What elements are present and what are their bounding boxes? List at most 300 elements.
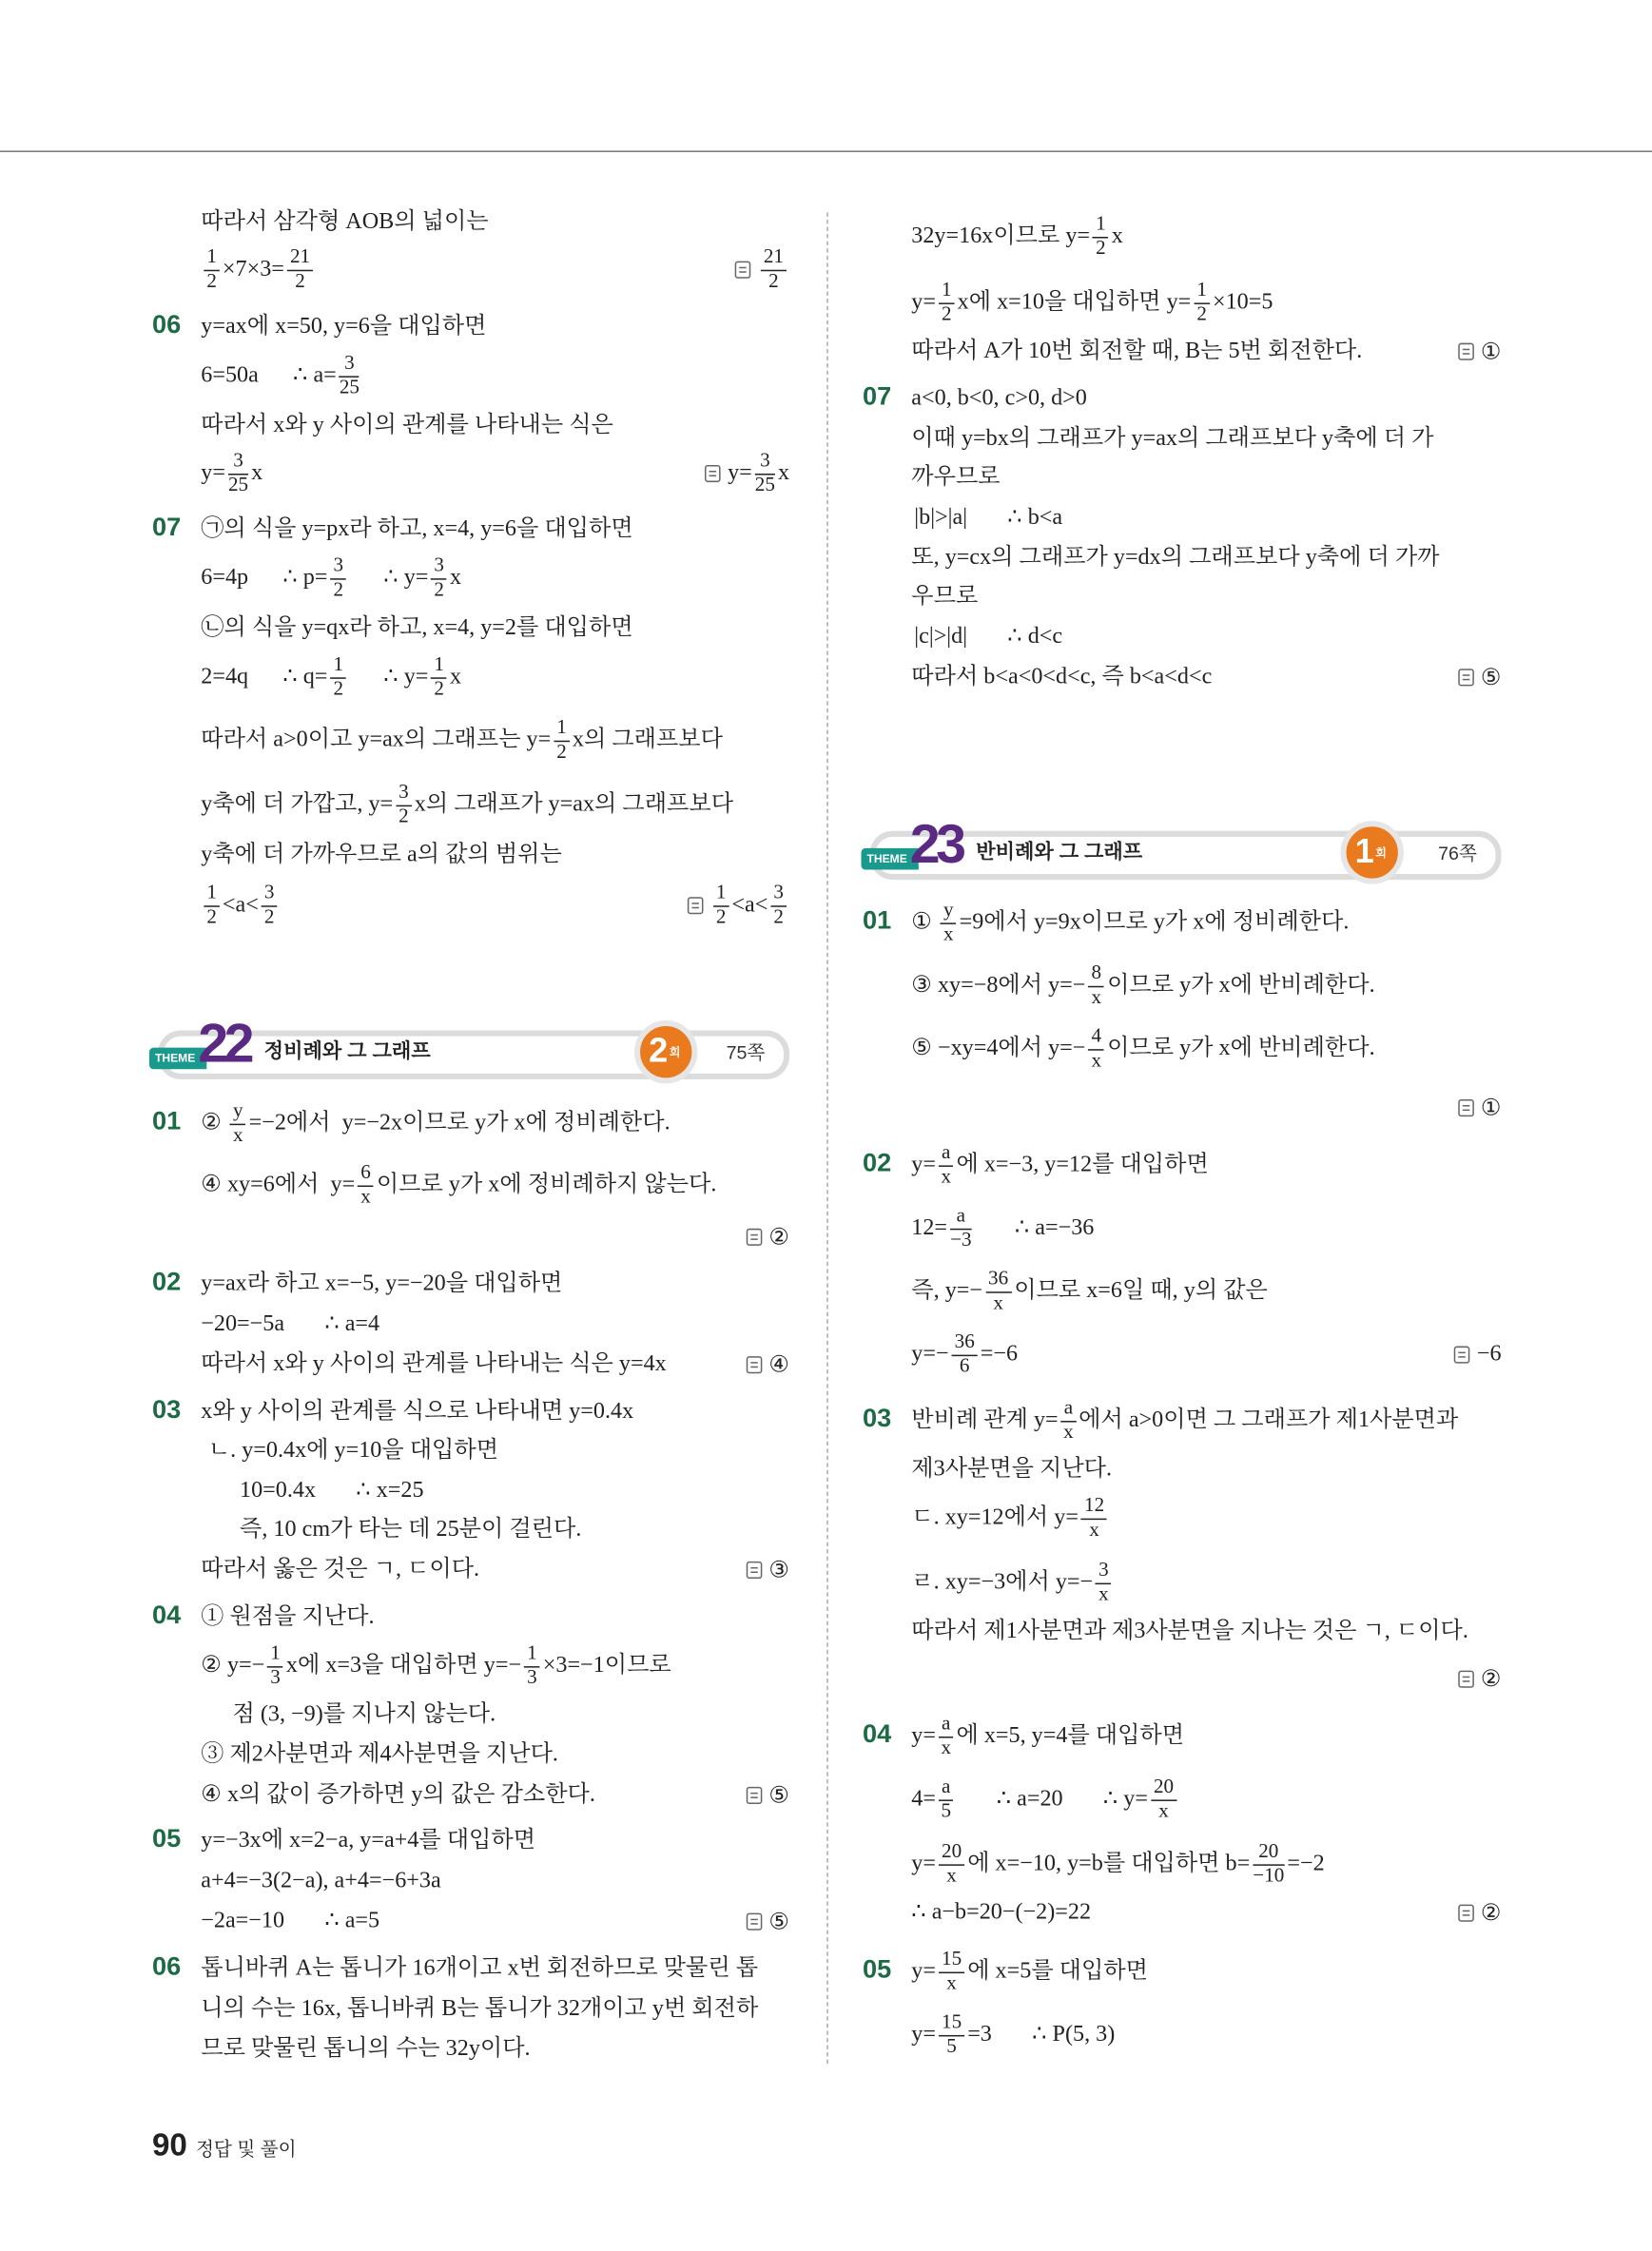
solution-line — [240, 1513, 581, 1547]
solution-line — [911, 1204, 1095, 1252]
solution-text: 6=50a ∴ a= — [201, 362, 337, 388]
solution-text: −2a=−10 ∴ a=5 — [201, 1909, 380, 1933]
denominator: x — [1091, 1049, 1102, 1072]
numerator: 21 — [761, 246, 787, 271]
answer — [688, 882, 789, 928]
denominator: 2 — [333, 578, 344, 601]
solution-text: 까우므로 — [911, 464, 1001, 490]
solution-line — [201, 352, 362, 398]
top-rule — [0, 150, 1652, 152]
solution-text: 에서 a>0이면 그 그래프가 제1사분면과 — [1079, 1407, 1459, 1433]
answer — [705, 450, 790, 496]
numerator: 20 — [1151, 1776, 1176, 1801]
problem-number: 03 — [862, 1403, 892, 1433]
numerator: 1 — [204, 246, 220, 271]
solution-text: ∴ y= — [349, 565, 429, 591]
fraction — [761, 246, 787, 294]
theme-22-header — [149, 1014, 789, 1076]
solution-line — [201, 653, 462, 700]
denominator: 2 — [1196, 303, 1207, 325]
denominator: 5 — [946, 2035, 957, 2058]
numerator: 1 — [1194, 280, 1210, 304]
solution-line — [201, 1642, 671, 1689]
solution-line — [201, 1992, 758, 2027]
denominator: x — [1089, 1519, 1099, 1542]
solution-text: 따라서 x와 y 사이의 관계를 나타내는 식은 — [201, 413, 613, 438]
denominator: 2 — [434, 578, 444, 601]
solution-text: 이므로 y가 x에 정비례하지 않는다. — [376, 1172, 717, 1197]
numerator: 3 — [330, 554, 346, 579]
solution-line — [201, 716, 723, 764]
problem-number: 05 — [862, 1954, 892, 1984]
solution-text: 4= — [911, 1786, 936, 1812]
solution-text: x — [450, 565, 462, 591]
solution-text: ㉡의 식을 y=qx라 하고, x=4, y=2를 대입하면 — [201, 615, 633, 641]
solution-text: 12= — [911, 1215, 948, 1240]
solution-line — [201, 205, 488, 240]
fraction — [431, 554, 447, 602]
denominator: 2 — [768, 270, 779, 293]
problem-number: 02 — [862, 1148, 892, 1177]
denominator: 25 — [227, 474, 249, 496]
numerator: a — [939, 1713, 953, 1737]
solution-line — [911, 335, 1362, 369]
fraction — [939, 1142, 953, 1190]
fraction — [950, 1205, 971, 1252]
solution-text: |c|>|d| ∴ d<c — [914, 624, 1063, 650]
solution-text: y=ax라 하고 x=−5, y=−20을 대입하면 — [201, 1271, 563, 1296]
solution-line — [201, 1268, 562, 1302]
solution-line — [914, 501, 1062, 535]
solution-text: ㄹ. xy=−3에서 y=− — [911, 1569, 1094, 1595]
solution-line — [201, 882, 280, 928]
denominator: x — [1091, 986, 1102, 1009]
solution-text: ④ x의 값이 증가하면 y의 값은 감소한다. — [201, 1782, 595, 1807]
answer — [746, 1553, 789, 1587]
solution-line — [911, 213, 1123, 260]
theme-page: 75쪽 — [726, 1041, 766, 1064]
solution-text: =−2 — [1287, 1851, 1325, 1876]
fraction — [1061, 1397, 1076, 1445]
denominator: 2 — [434, 678, 444, 700]
fraction — [431, 653, 447, 701]
answer — [746, 1348, 789, 1382]
denominator: x — [1098, 1583, 1109, 1605]
solution-line — [911, 2011, 1116, 2058]
solution-line — [911, 580, 978, 614]
denominator: x — [360, 1186, 371, 1208]
answer-icon — [746, 1562, 762, 1579]
solution-line — [201, 1601, 374, 1635]
numerator: 3 — [228, 450, 248, 475]
solution-text: 따라서 b<a<0<d<c, 즉 b<a<d<c — [911, 664, 1213, 689]
solution-line — [201, 1864, 440, 1898]
denominator: 25 — [339, 377, 360, 398]
fraction — [1088, 1025, 1104, 1073]
solution-line — [201, 2032, 530, 2067]
fraction — [941, 899, 957, 946]
solution-line — [201, 1395, 633, 1429]
solution-line — [911, 1948, 1148, 1994]
answer-text: ① — [1480, 1096, 1502, 1121]
solution-text: x에 x=10을 대입하면 y= — [957, 289, 1192, 315]
solution-line — [201, 450, 263, 496]
denominator: x — [993, 1291, 1003, 1314]
fraction — [755, 450, 775, 497]
fraction — [554, 717, 570, 765]
fraction — [939, 1840, 964, 1888]
solution-text: ① — [911, 909, 938, 935]
numerator: 3 — [396, 782, 412, 806]
theme-page: 76쪽 — [1438, 842, 1477, 864]
numerator: 20 — [1253, 1840, 1284, 1865]
solution-text: 에 x=−3, y=12를 대입하면 — [956, 1152, 1209, 1177]
solution-line — [240, 1474, 424, 1508]
solution-text: ② y=− — [201, 1653, 265, 1679]
denominator: 3 — [270, 1666, 281, 1689]
solution-text: ㉠의 식을 y=px라 하고, x=4, y=6을 대입하면 — [201, 516, 633, 541]
denominator: x — [1063, 1421, 1074, 1444]
solution-line — [911, 381, 1087, 416]
fraction — [985, 1268, 1011, 1315]
solution-line — [201, 1161, 717, 1208]
solution-text: ∴ a=−36 — [974, 1215, 1095, 1240]
numerator: 15 — [939, 1949, 964, 1973]
answer-icon — [746, 1787, 762, 1804]
solution-text: y= — [201, 460, 225, 486]
solution-line — [911, 279, 1273, 325]
solution-text: a+4=−3(2−a), a+4=−6+3a — [201, 1868, 441, 1893]
solution-line — [911, 1559, 1114, 1605]
footer-title: 정답 및 풀이 — [195, 2138, 297, 2161]
theme-title: 정비례와 그 그래프 — [263, 1038, 431, 1062]
answer-text: x — [777, 460, 790, 486]
fraction — [204, 246, 220, 294]
solution-text: 2=4q ∴ q= — [201, 664, 328, 689]
denominator: 2 — [398, 805, 409, 828]
page-footer — [152, 2127, 297, 2164]
solution-line — [201, 1778, 595, 1813]
numerator: 3 — [262, 882, 278, 906]
answer — [1458, 335, 1502, 369]
fraction — [1194, 280, 1210, 327]
numerator: 20 — [939, 1840, 964, 1865]
fraction — [340, 352, 360, 399]
answer — [1458, 1091, 1502, 1125]
solution-line — [201, 409, 613, 443]
fraction — [770, 882, 787, 929]
numerator: a — [939, 1142, 953, 1167]
numerator: 1 — [939, 280, 955, 304]
fraction — [1081, 1495, 1107, 1543]
solution-text: <a< — [222, 892, 259, 918]
answer-text: ② — [1480, 1901, 1502, 1927]
solution-text: ×10=5 — [1212, 289, 1273, 315]
numerator: 8 — [1088, 962, 1104, 987]
answer-icon — [1458, 1905, 1474, 1922]
solution-text: ∴ y= — [349, 664, 429, 689]
denominator: 2 — [715, 906, 727, 928]
problem-number: 02 — [151, 1267, 182, 1296]
solution-text: 에 x=−10, y=b를 대입하면 b= — [967, 1851, 1251, 1876]
fraction — [1096, 1560, 1112, 1607]
solution-text: =3 ∴ P(5, 3) — [967, 2022, 1116, 2047]
solution-text: ∴ a−b=20−(−2)=22 — [911, 1900, 1092, 1925]
numerator: 3 — [431, 554, 447, 579]
fraction — [230, 1100, 246, 1148]
denominator: 2 — [333, 678, 344, 700]
theme-tab: THEME — [149, 1048, 206, 1070]
solution-text: 반비례 관계 y= — [911, 1407, 1059, 1433]
solution-line — [201, 513, 632, 547]
theme-bar — [870, 831, 1502, 880]
solution-text: 에 x=5, y=4를 대입하면 — [956, 1723, 1185, 1749]
solution-text: x — [450, 664, 462, 689]
answer — [746, 1778, 789, 1813]
solution-line — [201, 1824, 535, 1858]
solution-line — [201, 781, 734, 828]
answer-text: ② — [1480, 1667, 1502, 1693]
solution-text: y= — [911, 289, 936, 315]
problem-number: 04 — [151, 1600, 182, 1629]
solution-text: ∴ a=20 ∴ y= — [956, 1786, 1148, 1812]
solution-text: 이때 y=bx의 그래프가 y=ax의 그래프보다 y축에 더 가 — [911, 426, 1434, 451]
denominator: x — [941, 1737, 952, 1759]
round-number: 1 — [1354, 832, 1374, 872]
fraction — [1088, 962, 1104, 1010]
answer — [1458, 1662, 1502, 1697]
solution-line — [201, 310, 486, 344]
solution-text: 즉, y=− — [911, 1278, 983, 1304]
solution-text: 우므로 — [911, 584, 979, 609]
numerator: 15 — [939, 2011, 964, 2036]
solution-line — [911, 1713, 1185, 1759]
solution-line — [911, 1330, 1019, 1378]
page-number: 90 — [151, 2126, 187, 2164]
answer-icon — [1458, 343, 1474, 360]
theme-number: 22 — [198, 1014, 251, 1076]
fraction — [358, 1162, 374, 1210]
solution-text: 니의 수는 16x, 톱니바퀴 B는 톱니가 32개이고 y번 회전하 — [201, 1996, 759, 2021]
numerator: y — [941, 899, 957, 923]
solution-text: =−6 — [980, 1342, 1019, 1367]
solution-text: ② — [201, 1111, 227, 1135]
denominator: 25 — [754, 474, 775, 496]
problem-number: 06 — [151, 309, 182, 340]
denominator: −10 — [1253, 1865, 1285, 1887]
solution-text: 이므로 x=6일 때, y의 값은 — [1014, 1278, 1268, 1304]
fraction — [267, 1642, 283, 1690]
answer — [735, 245, 789, 293]
fraction — [939, 1949, 964, 1996]
solution-text: =9에서 y=9x이므로 y가 x에 정비례한다. — [959, 909, 1350, 935]
denominator: 2 — [556, 741, 567, 764]
solution-text: y=ax에 x=50, y=6을 대입하면 — [201, 314, 487, 340]
solution-line — [911, 1896, 1091, 1931]
problem-number: 03 — [151, 1394, 182, 1425]
problem-number: 05 — [151, 1824, 182, 1853]
solution-text: 므로 맞물린 톱니의 수는 32y이다. — [201, 2036, 531, 2062]
fraction — [330, 554, 346, 602]
solution-line — [911, 1494, 1110, 1542]
solution-line — [911, 899, 1350, 945]
solution-line — [911, 460, 1000, 495]
fraction — [396, 782, 412, 829]
solution-text: 점 (3, −9)를 지나지 않는다. — [232, 1701, 496, 1727]
solution-line — [911, 1397, 1459, 1444]
solution-text: ⑤ −xy=4에서 y=− — [911, 1036, 1086, 1061]
solution-text: x — [251, 460, 263, 486]
solution-text: x의 그래프가 y=ax의 그래프보다 — [414, 792, 734, 817]
answer — [1458, 1896, 1502, 1931]
solution-line — [201, 1738, 558, 1773]
answer-icon — [688, 897, 704, 914]
fraction — [1093, 213, 1109, 261]
numerator: 1 — [330, 653, 346, 678]
solution-text: 제3사분면을 지난다. — [911, 1456, 1113, 1482]
solution-text: 6=4p ∴ p= — [201, 565, 328, 591]
answer-icon — [1454, 1347, 1470, 1364]
theme-23-header — [861, 815, 1501, 876]
solution-line — [201, 1553, 479, 1587]
solution-text: y축에 더 가까우므로 a의 값의 범위는 — [201, 842, 562, 867]
numerator: 3 — [340, 352, 360, 377]
fraction — [204, 882, 220, 929]
denominator: 6 — [959, 1355, 970, 1378]
answer — [1458, 660, 1502, 694]
solution-text: x — [1111, 223, 1123, 249]
fraction — [713, 882, 729, 929]
answer-text: ② — [768, 1225, 790, 1251]
problem-number: 07 — [151, 512, 182, 541]
theme-title: 반비례와 그 그래프 — [976, 839, 1143, 863]
solution-line — [201, 1348, 666, 1382]
solution-text: y= — [911, 1152, 936, 1177]
fraction — [262, 882, 278, 929]
numerator: 4 — [1088, 1025, 1104, 1050]
solution-line — [914, 620, 1062, 654]
fraction — [1253, 1840, 1284, 1888]
round-suffix: 회 — [669, 1045, 681, 1059]
solution-line — [232, 1698, 496, 1732]
solution-line — [911, 541, 1439, 575]
solution-line — [201, 245, 316, 293]
numerator: 21 — [287, 246, 313, 271]
solution-line — [201, 1951, 758, 1986]
answer-text: <a< — [731, 892, 768, 918]
problem-number: 01 — [862, 905, 892, 935]
solution-text: −20=−5a ∴ a=4 — [201, 1311, 380, 1336]
fraction — [952, 1331, 978, 1379]
solution-text: 따라서 x와 y 사이의 관계를 나타내는 식은 y=4x — [201, 1351, 667, 1377]
fraction — [330, 653, 346, 701]
fraction — [1151, 1776, 1176, 1824]
solution-text: |b|>|a| ∴ b<a — [914, 505, 1063, 530]
denominator: 2 — [942, 303, 952, 325]
numerator: 1 — [204, 882, 220, 906]
answer-text: ③ — [768, 1558, 790, 1583]
solution-line — [911, 1268, 1268, 1314]
solution-line — [208, 1434, 498, 1468]
solution-text: 에 x=5를 대입하면 — [967, 1958, 1148, 1984]
answer-icon — [1458, 669, 1474, 686]
round-badge — [1341, 821, 1404, 883]
solution-line — [911, 961, 1375, 1009]
solution-text: y축에 더 가깝고, y= — [201, 792, 394, 817]
solution-text: y= — [911, 1851, 936, 1876]
solution-line — [201, 1308, 379, 1342]
solution-text: =−2에서 y=−2x이므로 y가 x에 정비례한다. — [248, 1111, 671, 1135]
denominator: 2 — [206, 906, 217, 928]
solution-text: ㄴ. y=0.4x에 y=10을 대입하면 — [207, 1438, 499, 1463]
problem-number: 07 — [862, 381, 892, 411]
solution-text: y= — [911, 1958, 936, 1984]
solution-text: y= — [911, 2022, 936, 2047]
answer-icon — [746, 1229, 762, 1246]
denominator: x — [946, 1972, 957, 1994]
solution-text: 또, y=cx의 그래프가 y=dx의 그래프보다 y축에 더 가까 — [911, 545, 1440, 571]
answer-icon — [705, 465, 721, 482]
solution-text: 따라서 a>0이고 y=ax의 그래프는 y= — [201, 728, 552, 752]
solution-text: a<0, b<0, c>0, d>0 — [911, 385, 1087, 411]
denominator: 2 — [263, 906, 275, 928]
numerator: 12 — [1081, 1495, 1107, 1520]
answer-icon — [746, 1356, 762, 1373]
numerator: 1 — [524, 1642, 540, 1667]
solution-text: 따라서 A가 10번 회전할 때, B는 5번 회전한다. — [911, 339, 1363, 363]
answer-text: ④ — [768, 1353, 790, 1378]
solution-text: ③ 제2사분면과 제4사분면을 지난다. — [201, 1742, 558, 1767]
solution-text: x와 y 사이의 관계를 식으로 나타내면 y=0.4x — [201, 1399, 634, 1425]
denominator: 2 — [295, 270, 305, 293]
numerator: 36 — [952, 1331, 978, 1356]
column-divider — [826, 212, 828, 2064]
answer-text: ⑤ — [768, 1783, 790, 1809]
numerator: 1 — [1093, 213, 1109, 238]
fraction — [939, 280, 955, 327]
solution-text: x에 x=3을 대입하면 y=− — [285, 1653, 522, 1679]
fraction — [287, 246, 313, 294]
solution-line — [201, 1099, 671, 1147]
solution-text: 즉, 10 cm가 타는 데 25분이 걸린다. — [240, 1517, 582, 1542]
answer — [1454, 1337, 1502, 1371]
numerator: a — [1061, 1397, 1076, 1422]
solution-line — [911, 1615, 1468, 1649]
solution-line — [201, 838, 562, 872]
answer — [746, 1220, 789, 1254]
solution-text: 따라서 삼각형 AOB의 넓이는 — [201, 209, 489, 234]
numerator: 1 — [713, 882, 729, 906]
solution-text: ×3=−1이므로 — [542, 1653, 671, 1679]
solution-line — [911, 660, 1212, 694]
numerator: y — [230, 1100, 246, 1125]
solution-line — [911, 1025, 1375, 1072]
round-badge — [634, 1020, 697, 1083]
numerator: a — [939, 1776, 953, 1801]
fraction — [524, 1642, 540, 1690]
theme-tab: THEME — [861, 848, 918, 870]
solution-text: 따라서 옳은 것은 ㄱ, ㄷ이다. — [201, 1557, 480, 1582]
solution-text: y=− — [911, 1342, 949, 1367]
denominator: x — [943, 923, 954, 945]
solution-text: 이므로 y가 x에 반비례한다. — [1107, 973, 1375, 998]
solution-text: x의 그래프보다 — [572, 728, 723, 752]
numerator: 1 — [554, 717, 570, 742]
answer-icon — [1458, 1671, 1474, 1688]
solution-text: 톱니바퀴 A는 톱니가 16개이고 x번 회전하므로 맞물린 톱 — [201, 1955, 759, 1981]
answer-text: −6 — [1476, 1342, 1502, 1367]
numerator: 1 — [267, 1642, 283, 1667]
